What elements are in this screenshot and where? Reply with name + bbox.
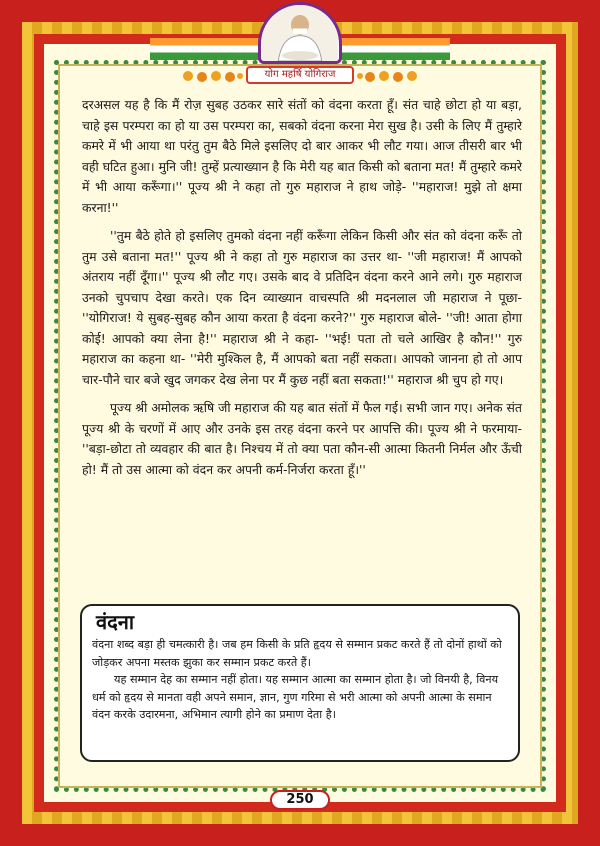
tricolor-left [150,38,260,60]
paragraph-2: ''तुम बैठे होते हो इसलिए तुमको वंदना नहीं करूँगा लेकिन किसी और संत को वंदना करूँ तो तुम उसे बताना मत!'' पूज्य श्री ने कहा तो गुरु महाराज का उत्तर था- ''जी महाराज! मैं आपको अंतराय नहीं दूँगा।'' पूज्य श्री लौट गए। उसके बाद वे प्रतिदिन वंदना करने आने लगे। गुरु महाराज उनको चुपचाप देखा करते। एक दिन व्याख्यान वाचस्पति श्री मदनलाल जी महाराज ने पूछा- ''योगिराज! ये सुबह-सुबह कौन आया करता है वंदना करने?'' गुरु महाराज बोले- ''जी! आता होगा कोई! आपको क्या लेना है!'' महाराज श्री ने कहा- ''भई! पता तो चले आखिर है कौन!'' गुरु महाराज का कहना था- ''मेरी मुश्किल है, मैं आपको बता नहीं सकता। आपको जानना हो तो आप चार-पौने चार बजे खुद जगकर देख लेना पर मैं कुछ नहीं बता सकता!'' महाराज श्री चुप हो गए। [82,228,522,387]
box-body [92,636,508,724]
section-header-label: योग महर्षि योगिराज [246,66,354,84]
main-text [82,95,522,480]
tricolor-right [340,38,450,60]
flower-garland-left-icon [180,68,244,84]
paragraph-1: दरअसल यह है कि मैं रोज़ सुबह उठकर सारे संतों को वंदना करता हूँ। संत चाहे छोटा हो या बड़ा, चाहे इस परम्परा का हो या उस परम्परा का, सबको वंदना करना मेरा सुख है। उसी के लिए मैं तुम्हारे कमरे में भी आया था परंतु तुम बैठे मिले इसलिए दो बार आकर भी लौट गया। आज तीसरी बार भी वही घटित हुआ। मुनि जी! तुम्हें प्रत्याख्यान है कि मेरी यह बात किसी को बताना मत! मैं तुम्हारे कमरे में भी आया करूँगा।'' पूज्य श्री ने कहा तो गुरु महाराज ने हाथ जोड़े- ''महाराज! मुझे तो क्षमा करना!'' [82,97,522,215]
page-number: 250 [270,790,330,810]
vandana-info-box [80,604,520,762]
paragraph-3: पूज्य श्री अमोलक ऋषि जी महाराज की यह बात संतों में फैल गई। सभी जान गए। अनेक संत पूज्य श्री के चरणों में आए और उनके इस तरह वंदना करने पर आपत्ति की। पूज्य श्री ने फरमाया- ''बड़ा-छोटा तो व्यवहार की बात है। निश्चय में तो क्या पता कौन-सी आत्मा कितनी निर्मल और ऊँची हो! मैं तो उस आत्मा को वंदन कर अपनी कर्म-निर्जरा करता हूँ।'' [82,400,522,477]
box-line-2: यह सम्मान देह का सम्मान नहीं होता। यह सम्मान आत्मा का सम्मान होता है। जो विनयी है, विनय धर्म को हृदय से मानता वही अपने समान, ज्ञान, गुण गरिमा से भरी आत्मा को अपनी आत्मा के समान वंदन करके उदारमना, अभिमान त्यागी होने का प्रमाण देता है। [92,673,499,721]
box-title: वंदना [96,610,135,634]
flower-garland-right-icon [356,68,420,84]
box-line-1: वंदना शब्द बड़ा ही चमत्कारी है। जब हम किसी के प्रति हृदय से सम्मान प्रकट करते हैं तो दोनों हाथों को जोड़कर अपना मस्तक झुका कर सम्मान प्रकट करते हैं। [92,638,502,669]
